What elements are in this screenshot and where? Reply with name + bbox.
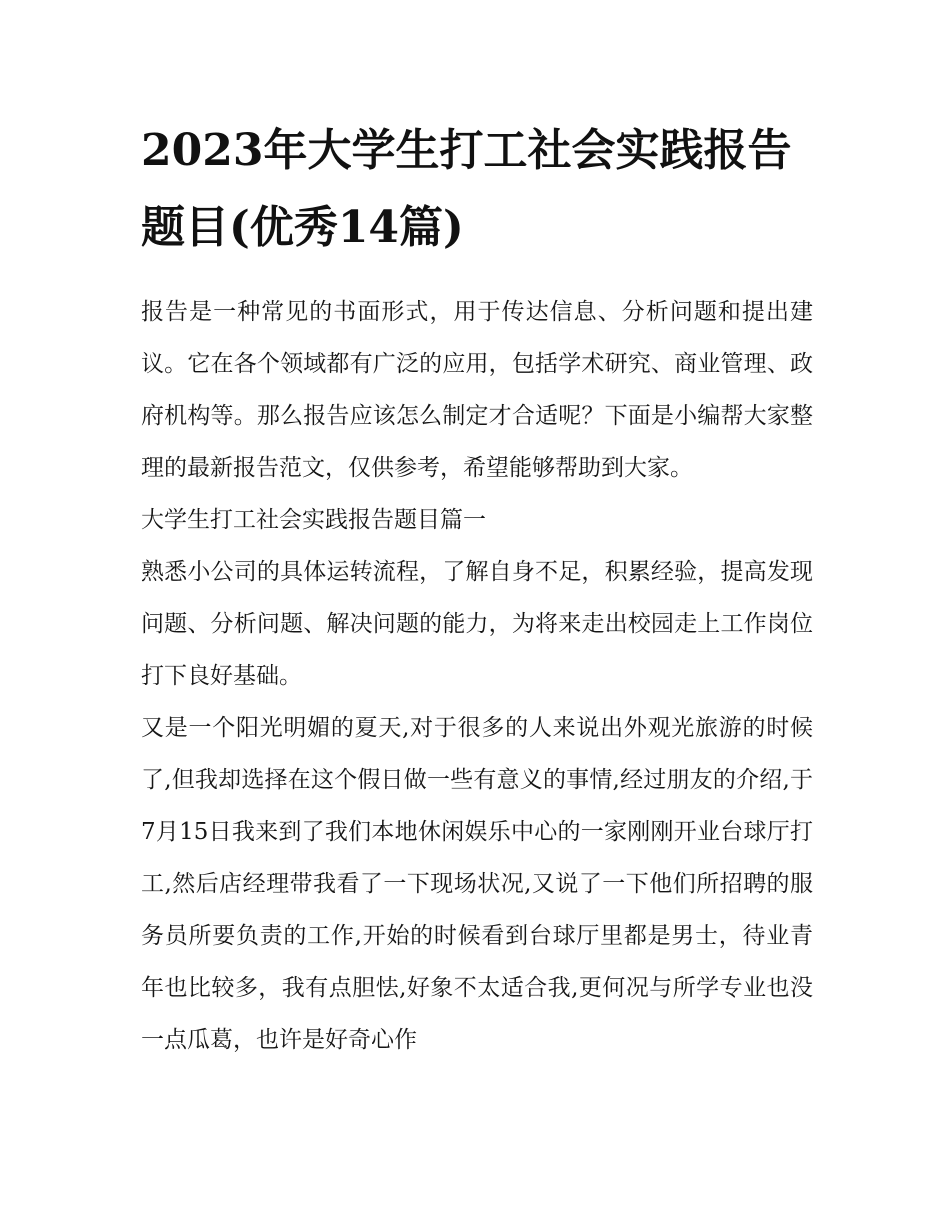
body-paragraph-2: 又是一个阳光明媚的夏天,对于很多的人来说出外观光旅游的时候了,但我却选择在这个假日做一些有意义的事情,经过朋友的介绍,于7月15日我来到了我们本地休闲娱乐中心的一家刚刚开业台球厅打工,然后店经理带我看了一下现场状况,又说了一下他们所招聘的服务员所要负责的工作,开始的时候看到台球厅里都是男士，待业青年也比较多，我有点胆怯,好象不太适合我,更何况与所学专业也没一点瓜葛，也许是好奇心作: [141, 715, 813, 1053]
document-title: 2023年大学生打工社会实践报告题目(优秀14篇): [141, 125, 792, 253]
intro-paragraph: 报告是一种常见的书面形式，用于传达信息、分析问题和提出建议。它在各个领域都有广泛的应用，包括学术研究、商业管理、政府机构等。那么报告应该怎么制定才合适呢？下面是小编帮大家整理的最新报告范文，仅供参考，希望能够帮助到大家。: [141, 299, 813, 481]
section-heading: 大学生打工社会实践报告题目篇一: [141, 507, 486, 533]
document-body: [141, 112, 813, 1066]
body-paragraph-1: 熟悉小公司的具体运转流程，了解自身不足，积累经验，提高发现问题、分析问题、解决问题的能力，为将来走出校园走上工作岗位打下良好基础。: [141, 559, 813, 689]
